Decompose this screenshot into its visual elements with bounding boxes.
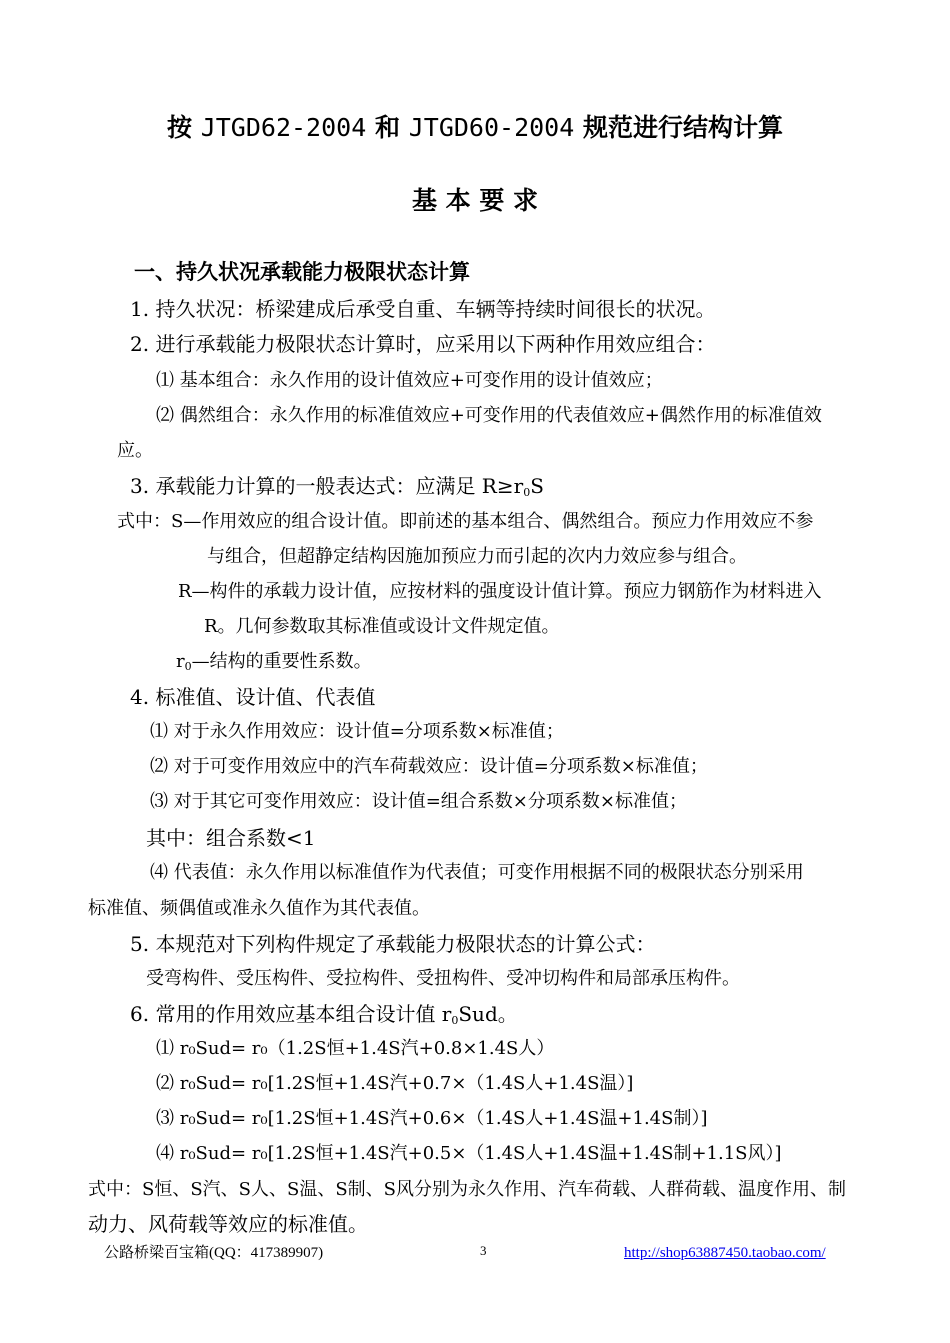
item-5-detail: 受弯构件、受压构件、受拉构件、受扭构件、受冲切构件和局部承压构件。: [146, 968, 740, 989]
where-3-r: r: [176, 651, 185, 672]
item-3-tail: S: [530, 474, 544, 498]
item-2-2-b: 应。: [117, 440, 153, 461]
item-2-2-a: ⑵ 偶然组合：永久作用的标准值效应+可变作用的代表值效应+偶然作用的标准值效: [156, 405, 822, 426]
item-4-4-b: 标准值、频偶值或准永久值作为其代表值。: [88, 898, 430, 919]
item-3-text: 3. 承载能力计算的一般表达式：应满足 R≥r: [130, 474, 524, 498]
item-6-sub: 0: [451, 1014, 459, 1027]
item-4-4-a: ⑷ 代表值：永久作用以标准值作为代表值；可变作用根据不同的极限状态分别采用: [150, 862, 804, 883]
item-3: [130, 472, 544, 500]
footer-link[interactable]: http://shop63887450.taobao.com/: [624, 1245, 826, 1261]
page-title: [0, 114, 950, 142]
item-4-note: 其中：组合系数<1: [146, 826, 316, 850]
item-6-text: 6. 常用的作用效应基本组合设计值 r: [130, 1002, 452, 1026]
formula-4: ⑷ r₀Sud= r₀[1.2S恒+1.4S汽+0.5×（1.4S人+1.4S温+1.4S制+1.1S风）]: [156, 1143, 782, 1164]
item-4-1: ⑴ 对于永久作用效应：设计值=分项系数×标准值；: [150, 721, 564, 742]
where-1-b: 与组合，但超静定结构因施加预应力而引起的次内力效应参与组合。: [207, 546, 747, 567]
item-2: 2. 进行承载能力极限状态计算时，应采用以下两种作用效应组合：: [130, 332, 716, 356]
subtitle: 基 本 要 求: [411, 186, 539, 215]
where-3-sub: 0: [184, 660, 192, 673]
section-heading: 一、持久状况承载能力极限状态计算: [134, 259, 470, 284]
title-code-1: JTGD62-2004: [200, 113, 367, 142]
title-pre: 按: [166, 113, 192, 142]
item-6-tail: Sud。: [458, 1002, 518, 1026]
final-note-a: 式中：S恒、S汽、S人、S温、S制、S风分别为永久作用、汽车荷载、人群荷载、温度作用、制: [88, 1179, 846, 1200]
formula-1: ⑴ r₀Sud= r₀（1.2S恒+1.4S汽+0.8×1.4S人）: [156, 1038, 555, 1059]
title-code-2: JTGD60-2004: [408, 113, 575, 142]
where-3: [176, 648, 372, 676]
title-mid: 和: [374, 113, 400, 142]
where-1-a: 式中：S—作用效应的组合设计值。即前述的基本组合、偶然组合。预应力作用效应不参: [117, 511, 814, 532]
item-5: 5. 本规范对下列构件规定了承载能力极限状态的计算公式：: [130, 932, 656, 956]
item-4-2: ⑵ 对于可变作用效应中的汽车荷载效应：设计值=分项系数×标准值；: [150, 756, 708, 777]
where-3-text: —结构的重要性系数。: [191, 651, 372, 672]
page-number: 3: [480, 1243, 487, 1258]
final-note-b: 动力、风荷载等效应的标准值。: [88, 1212, 368, 1236]
item-6: [130, 1000, 518, 1028]
item-2-1: ⑴ 基本组合：永久作用的设计值效应+可变作用的设计值效应；: [156, 370, 663, 391]
title-post: 规范进行结构计算: [583, 113, 784, 142]
item-4: 4. 标准值、设计值、代表值: [130, 685, 376, 709]
item-3-sub: 0: [523, 486, 531, 499]
footer-source: 公路桥梁百宝箱(QQ：417389907): [104, 1245, 324, 1261]
where-2-b: R。几何参数取其标准值或设计文件规定值。: [204, 616, 560, 637]
formula-3: ⑶ r₀Sud= r₀[1.2S恒+1.4S汽+0.6×（1.4S人+1.4S温+1.4S制）]: [156, 1108, 708, 1129]
formula-2: ⑵ r₀Sud= r₀[1.2S恒+1.4S汽+0.7×（1.4S人+1.4S温）]: [156, 1073, 634, 1094]
item-1: 1. 持久状况：桥梁建成后承受自重、车辆等持续时间很长的状况。: [130, 297, 716, 321]
where-2-a: R—构件的承载力设计值，应按材料的强度设计值计算。预应力钢筋作为材料进入: [178, 581, 822, 602]
item-4-3: ⑶ 对于其它可变作用效应：设计值=组合系数×分项系数×标准值；: [150, 791, 687, 812]
